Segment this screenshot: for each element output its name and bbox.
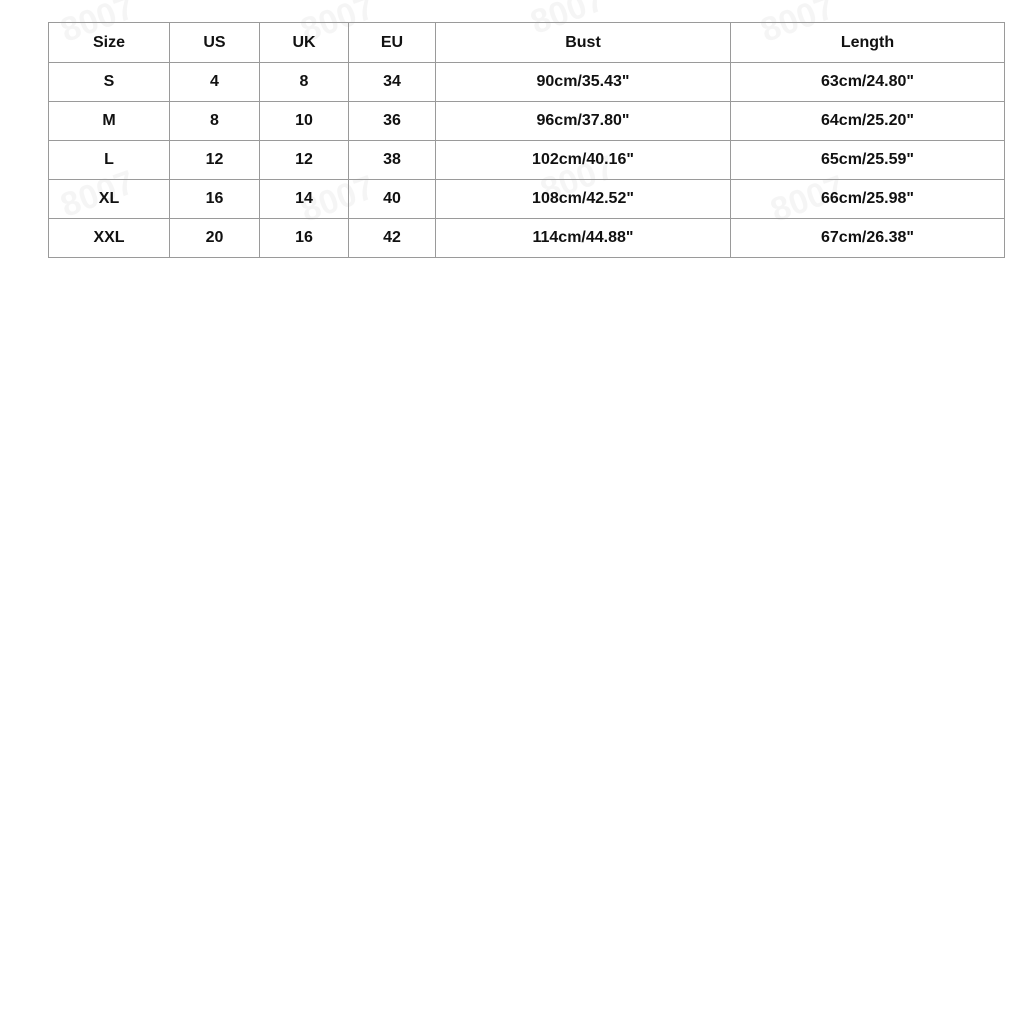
table-row [49, 63, 1005, 102]
cell-size: L [49, 141, 170, 180]
cell-size: XXL [49, 219, 170, 258]
cell-uk: 10 [260, 102, 349, 141]
table-row [49, 141, 1005, 180]
cell-us: 12 [170, 141, 260, 180]
cell-eu: 42 [349, 219, 436, 258]
cell-length: 64cm/25.20" [731, 102, 1005, 141]
cell-bust: 114cm/44.88" [436, 219, 731, 258]
cell-eu: 36 [349, 102, 436, 141]
size-chart-table [48, 22, 1005, 258]
header-eu: EU [349, 23, 436, 63]
cell-bust: 90cm/35.43" [436, 63, 731, 102]
cell-bust: 96cm/37.80" [436, 102, 731, 141]
cell-size: XL [49, 180, 170, 219]
cell-length: 67cm/26.38" [731, 219, 1005, 258]
cell-eu: 38 [349, 141, 436, 180]
cell-uk: 12 [260, 141, 349, 180]
table-row [49, 102, 1005, 141]
header-length: Length [731, 23, 1005, 63]
cell-size: M [49, 102, 170, 141]
cell-length: 65cm/25.59" [731, 141, 1005, 180]
cell-eu: 40 [349, 180, 436, 219]
table-row [49, 180, 1005, 219]
header-bust: Bust [436, 23, 731, 63]
header-uk: UK [260, 23, 349, 63]
cell-us: 4 [170, 63, 260, 102]
cell-us: 8 [170, 102, 260, 141]
cell-bust: 102cm/40.16" [436, 141, 731, 180]
cell-eu: 34 [349, 63, 436, 102]
cell-uk: 14 [260, 180, 349, 219]
header-us: US [170, 23, 260, 63]
cell-length: 63cm/24.80" [731, 63, 1005, 102]
table-row [49, 219, 1005, 258]
header-size: Size [49, 23, 170, 63]
cell-us: 16 [170, 180, 260, 219]
cell-uk: 16 [260, 219, 349, 258]
cell-bust: 108cm/42.52" [436, 180, 731, 219]
cell-us: 20 [170, 219, 260, 258]
cell-uk: 8 [260, 63, 349, 102]
cell-length: 66cm/25.98" [731, 180, 1005, 219]
cell-size: S [49, 63, 170, 102]
table-header-row [49, 23, 1005, 63]
